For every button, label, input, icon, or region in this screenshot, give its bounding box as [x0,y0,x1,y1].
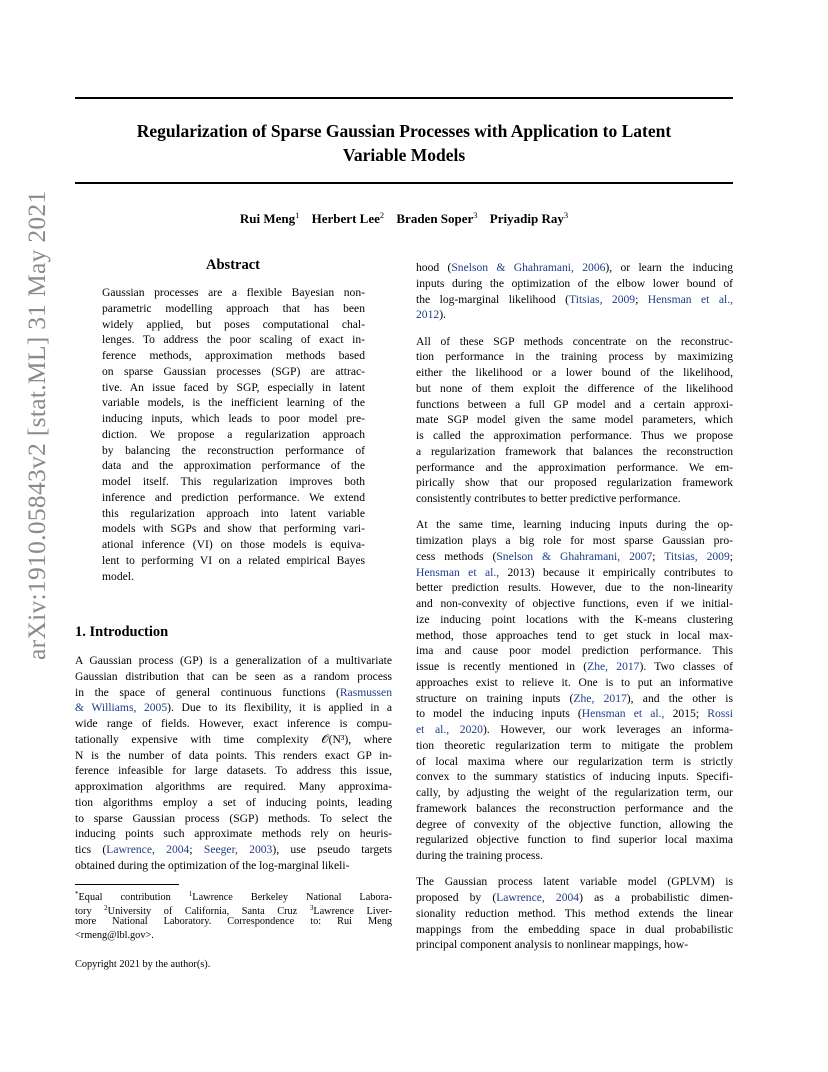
text-line: ference methods, approximation methods based [102,349,365,362]
citation-link[interactable]: et al., 2020 [416,723,483,736]
text-line: wide range of fields. However, exact inference is compu- [75,717,392,730]
text-line: At the same time, learning inducing inputs during the op- [416,518,733,532]
text-line: model itself. This regularization improves both [102,475,365,488]
citation-link[interactable]: Hensman et al., [416,565,500,579]
text-line: timization plays a big role for most sparse Gaussian pro- [416,534,733,547]
text-line: to sparse Gaussian process (SGP) methods. To select the [75,811,392,825]
text-line: lent to performing VI on a related empirical Bayes [102,553,365,567]
citation-link[interactable]: Lawrence, 2004 [496,891,580,904]
text-line: All of these SGP methods concentrate on the reconstruc- [416,334,733,348]
citation-link[interactable]: Titsias, 2009 [569,292,636,306]
author-affiliation: 1 [295,210,300,220]
text-line: ima and cause poor model prediction performance. This [416,644,733,658]
title-line: Regularization of Sparse Gaussian Processes with Application to Latent [136,121,672,141]
text-line: *Equal contribution $^1$Lawrence Berkeley National Labora- [75,890,393,903]
text-line: ize inducing point locations with the K-means clustering [416,612,733,626]
text-line: variable models, is the inefficient learning of the [102,396,365,410]
text-line: tive. An issue faced by SGP, especially in latent [102,380,365,394]
arxiv-stamp [17,190,61,660]
arxiv-id: arXiv:1910.05843v2 [stat.ML] 31 May 2021 [22,190,51,660]
text-line: inducing points such approximate methods rely on heuris- [75,827,392,841]
citation-link[interactable]: Rossi [707,707,733,721]
text-line: a regularization framework that balances the reconstruction [416,444,733,458]
text-line: N is the number of data points. This renders exact GP in- [75,748,392,762]
text-line: diction. We propose a regularization approach [102,427,365,441]
author-affiliation: 2 [379,210,385,220]
text-line: this regularization approach into latent variable [102,506,365,520]
author-name: Braden Soper [396,211,474,226]
text-line: degree of convexity of the objective function, allowing the [416,817,733,831]
author-name: Rui Meng [239,211,296,226]
citation-link[interactable]: 2012 [416,308,440,322]
citation-link[interactable]: Seeger, 2003 [203,843,273,856]
text-line: tory $^2$University of California, Santa Cruz $^3$Lawrence Liver- [75,903,392,917]
text-line: lenges. To address the poor scaling of exact in- [102,333,365,347]
text-line: & Williams, 2005). Due to its flexibility, it is applied in a [75,701,393,715]
text-line: obtained during the optimization of the log-marginal likeli- [75,858,350,872]
footnote [75,888,392,942]
citation-link[interactable]: Snelson & Ghahramani, 2007 [496,549,653,563]
citation-link[interactable]: Hensman et al., [647,292,733,306]
text-line: Hensman et al., 2013) because it empirically contributes to [416,565,733,579]
text-line: data and the approximation performance of the [102,459,365,473]
copyright-notice: Copyright 2021 by the author(s). [75,959,211,970]
abstract-body [102,260,365,584]
text-line: cally, by adjusting the weight of the regularization term, our [416,786,733,799]
text-line: approaches exist to relieve it. One is to put an informative [416,675,733,689]
author-list [75,210,733,227]
text-line: mappings from the embedding space in dual probabilistic [416,922,733,936]
citation-link[interactable]: Hensman et al., [581,707,665,721]
text-line: on sparse Gaussian processes (SGP) are attrac- [102,364,365,378]
text-line: framework balances the reconstruction performance and the [416,801,733,815]
citation-link[interactable]: Titsias, 2009 [664,549,730,563]
text-line: widely applied, but poses computational chal- [102,317,365,331]
text-line: structure on training inputs (Zhe, 2017), and the other is [416,691,734,705]
author-name: Priyadip Ray [489,211,564,226]
paper-title [75,119,733,167]
text-line: method, those approaches tend to get stuck in local max- [416,628,733,642]
text-line: ational inference (VI) on those models is equiva- [102,538,365,551]
text-line: et al., 2020). However, our work leverages an informa- [416,723,733,736]
text-line: functions between a full GP model and a certain approxi- [416,397,733,411]
text-line: proposed by (Lawrence, 2004) as a probabilistic dimen- [416,891,733,904]
text-line: consistently contributes to better predictive performance. [416,492,681,505]
text-line: during the training process. [416,849,543,862]
text-line: hood (Snelson & Ghahramani, 2006), or learn the inducing [416,261,733,274]
text-line: principal component analysis to nonlinear mappings, how- [416,938,689,952]
citation-link[interactable]: Zhe, 2017 [573,691,627,705]
text-line: tion theoretic regularization term to mitigate the problem [416,738,733,752]
text-line: model. [102,569,134,583]
text-line: better prediction results. However, due to the non-linearity [416,581,733,595]
text-line: 2012). [416,308,446,322]
text-line: ference infeasible for large datasets. To address this issue, [75,764,392,778]
text-line: inputs during the optimization of the elbow lower bound of [416,276,733,290]
text-line: to model the inducing inputs (Hensman et al., 2015; Rossi [416,707,733,721]
text-line: The Gaussian process latent variable model (GPLVM) is [416,875,733,889]
text-line: inducing inputs, which leads to poor model pre- [102,412,365,425]
text-line: in the space of general continuous functions (Rasmussen [75,685,392,699]
citation-link[interactable]: & Williams, 2005 [75,701,168,715]
citation-link[interactable]: Snelson & Ghahramani, 2006 [451,261,606,274]
text-line: convex to the summary statistics of inducing inputs. Specifi- [416,770,733,784]
text-line: by balancing the reconstruction performance of [102,443,365,457]
text-line: mate SGP model given the same model parameters, which [416,413,733,427]
author-name: Herbert Lee [311,211,380,226]
text-line: models with SGPs and show that performing vari- [102,522,365,536]
text-line: tics (Lawrence, 2004; Seeger, 2003), use pseudo targets [75,843,393,856]
right-column-body [416,260,733,953]
section-heading-introduction: 1. Introduction [75,624,169,640]
citation-link[interactable]: Zhe, 2017 [587,660,640,673]
author-affiliation: 3 [473,210,478,220]
text-line: <rmeng@lbl.gov>. [75,929,154,941]
author-affiliation: 3 [563,210,569,220]
text-line: tion performance in the training process by maximizing [416,350,733,364]
title-top-rule [75,97,733,99]
text-line: Gaussian distribution that can be seen as a random process [75,669,392,683]
text-line: Gaussian processes are a flexible Bayesian non- [102,286,365,299]
footnote-rule [75,884,179,885]
text-line: parametric modelling approach that has been [102,301,365,315]
text-line: approximation algorithms are required. Many approxima- [75,780,392,793]
text-line: more National Laboratory. Correspondence to: Rui Meng [75,916,392,927]
text-line: tion algorithms employ a set of inducing points, leading [75,795,392,809]
introduction-body [75,653,392,874]
text-line: issue is recently mentioned in (Zhe, 2017). Two classes of [416,660,733,673]
text-line: A Gaussian process (GP) is a generalization of a multivariate [75,654,392,667]
text-line: inference and prediction performance. We extend [102,490,365,504]
text-line: of local maxima where our regularization term is strictly [416,754,733,768]
text-line: cess methods (Snelson & Ghahramani, 2007; Titsias, 2009; [416,549,733,563]
title-line: Variable Models [342,145,466,165]
text-line: the log-marginal likelihood (Titsias, 2009; Hensman et al., [416,292,733,306]
text-line: performance and the approximation performance. We em- [416,460,733,474]
citation-link[interactable]: Rasmussen [339,685,392,699]
citation-link[interactable]: Lawrence, 2004 [106,843,190,856]
text-line: but none of them exploit the difference of the likelihood [416,381,733,395]
text-line: sionality reduction method. This method extends the linear [416,906,733,920]
abstract-heading: Abstract [206,257,260,273]
text-line: and non-convexity of objective functions, even if we initial- [416,597,733,610]
text-line: tationally expensive with time complexity 𝒪(N³), where [75,732,392,746]
text-line: is called the approximation performance. Thus we propose [416,429,733,442]
text-line: regularized objective function to find superior local maxima [416,833,733,847]
title-bottom-rule [75,182,733,184]
text-line: pirically show that our proposed regularization framework [416,476,733,490]
text-line: either the likelihood or a lower bound of the likelihood, [416,366,733,379]
